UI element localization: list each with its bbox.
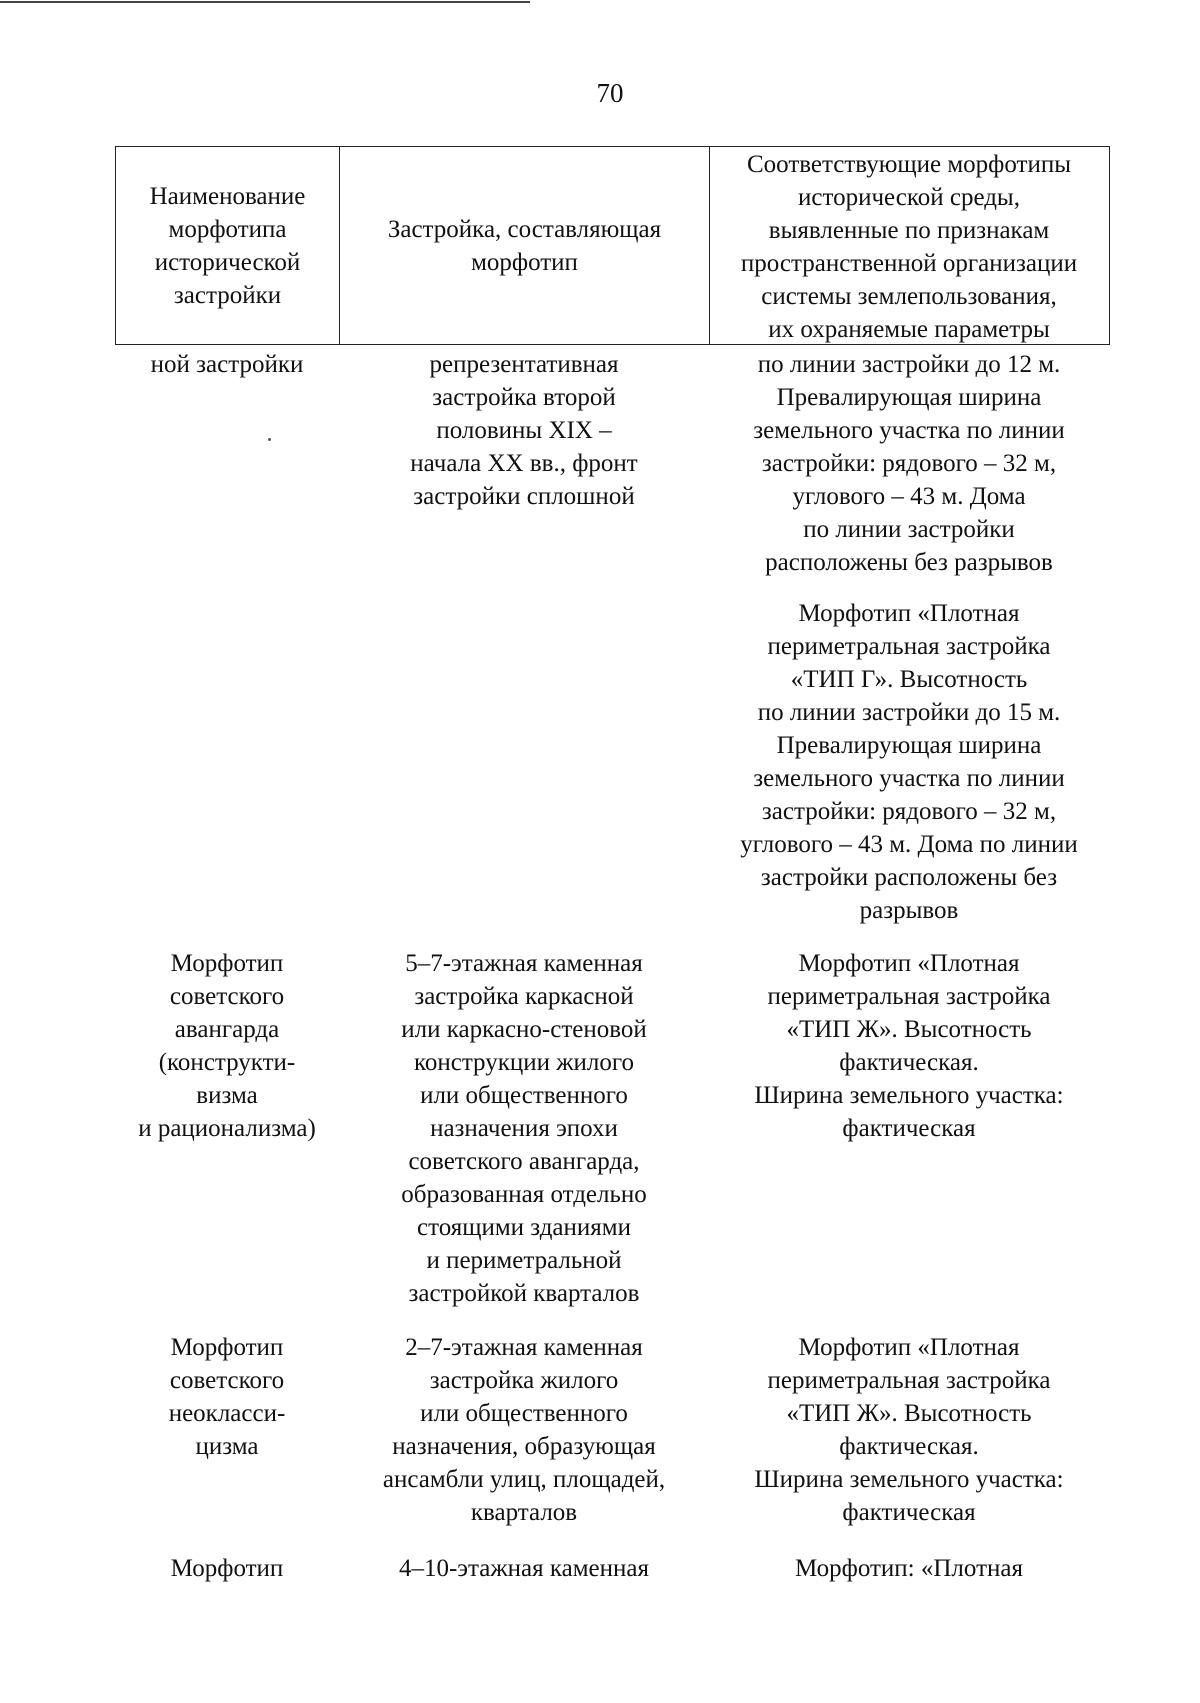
row2-name: Морфотип советского авангарда (конструкти- визма и рационализма) [138,950,316,1142]
row3-name: Морфотип советского неокласси- цизма [168,1334,286,1460]
row4-building: 4–10-этажная каменная [398,1555,649,1582]
row2-morphotype: Морфотип «Плотная периметральная застройка «ТИП Ж». Высотность фактическая. Ширина земельного участка: фактическая [754,950,1064,1142]
row4-morphotype: Морфотип: «Плотная [795,1555,1023,1582]
header-historical-morphotypes: Соответствующие морфотипы исторической среды, выявленные по признакам пространственной организации системы землепользования, их охраняемые параметры [740,150,1078,343]
scan-speck [268,438,271,441]
row1-name: ной застройки [150,351,304,378]
page-number: 70 [596,78,624,108]
header-building: Застройка, составляющая морфотип [340,147,710,344]
row1-morphotype-b: Морфотип «Плотная периметральная застройка «ТИП Г». Высотность по линии застройки до 15 м. Превалирующая ширина земельного участка по линии застройки: рядового – 32 м, углового – 43 м. Дома по линии застройки расположены без разрывов [740,600,1078,924]
row3-morphotype: Морфотип «Плотная периметральная застройка «ТИП Ж». Высотность фактическая. Ширина земельного участка: фактическая [754,1334,1064,1526]
table-header [115,146,1110,345]
row3-building: 2–7-этажная каменная застройка жилого или общественного назначения, образующая ансамбли улиц, площадей, кварталов [382,1334,666,1526]
row1-morphotype-a: по линии застройки до 12 м. Превалирующая ширина земельного участка по линии застройки: рядового – 32 м, углового – 43 м. Дома по линии застройки расположены без разрывов [753,351,1065,576]
scan-edge-line [0,1,530,3]
row2-building: 5–7-этажная каменная застройка каркасной или каркасно-стеновой конструкции жилого или общественного назначения эпохи советского авангарда, образованная отдельно стоящими зданиями и периметральной застройкой кварталов [401,950,647,1307]
row1-building: репрезентативная застройка второй половины XIX – начала XX вв., фронт застройки сплошной [410,351,638,510]
row4-name: Морфотип [170,1555,284,1582]
header-morphotype-name: Наименование морфотипа исторической застройки [116,147,340,344]
